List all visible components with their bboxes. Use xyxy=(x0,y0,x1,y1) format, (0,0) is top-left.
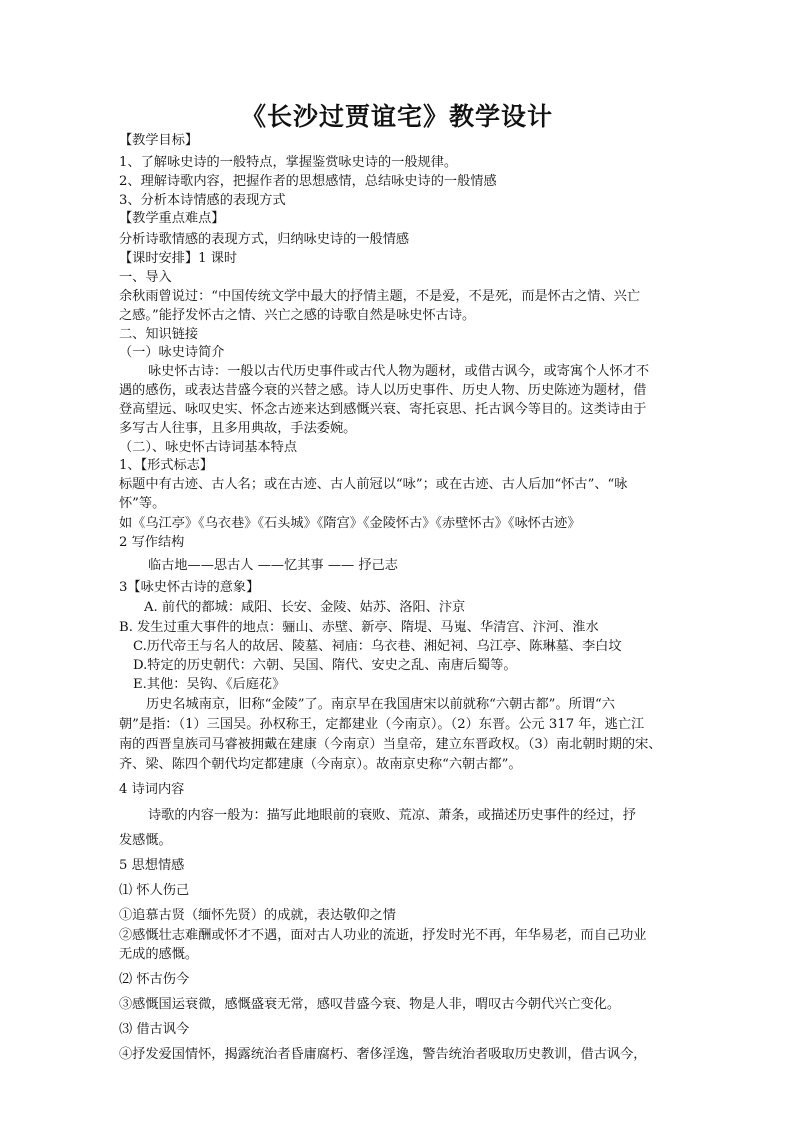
text-line: 3、分析本诗情感的表现方式 xyxy=(119,193,286,208)
text-line: 一、导入 xyxy=(119,270,172,285)
text-line: 无成的感慨。 xyxy=(119,947,199,962)
text-line: 历史名城南京，旧称“金陵”了。南京早在我国唐宋以前就称“六朝古都”。所谓“六 xyxy=(146,697,615,712)
text-line: （二）、咏史怀古诗词基本特点 xyxy=(119,440,298,455)
text-line: 咏史怀古诗：一般以古代历史事件或古代人物为题材，或借古讽今，或寄寓个人怀才不 xyxy=(148,364,650,379)
section-heading: 【教学重点难点】 xyxy=(119,211,225,226)
text-line: 3【咏史怀古诗的意象】 xyxy=(119,580,260,595)
text-line: 怀”等。 xyxy=(119,496,166,511)
text-line: ⑴ 怀人伤己 xyxy=(119,883,190,898)
text-line: 如《乌江亭》《乌衣巷》《石头城》《隋宫》《金陵怀古》《赤壁怀古》《咏怀古迹》 xyxy=(119,516,581,531)
text-line: 登高望远、咏叹史实、怀念古迹来达到感慨兴衰、寄托哀思、托古讽今等目的。这类诗由于 xyxy=(119,402,647,417)
text-line: ①追慕古贤（缅怀先贤）的成就，表达敬仰之情 xyxy=(119,908,396,923)
text-line: E.其他：吴钩、《后庭花》 xyxy=(133,677,286,692)
text-line: ④抒发爱国情怀，揭露统治者昏庸腐朽、奢侈淫逸，警告统治者吸取历史教训，借古讽今， xyxy=(119,1047,647,1062)
text-line: ⑵ 怀古伤今 xyxy=(119,972,190,987)
text-line: 4 诗词内容 xyxy=(119,782,185,797)
text-line: 多写古人往事，且多用典故，手法委婉。 xyxy=(119,421,357,436)
text-line: 1、【形式标志】 xyxy=(119,458,214,473)
text-line: 二、知识链接 xyxy=(119,327,199,342)
text-line: 标题中有古迹、古人名；或在古迹、古人前冠以“咏”；或在古迹、古人后加“怀古”、“咏 xyxy=(119,477,628,492)
text-line: 临古地——思古人 ——忆其事 —— 抒己志 xyxy=(148,558,398,573)
text-line: 南的西晋皇族司马睿被拥戴在建康（今南京）当皇帝，建立东晋政权。（3）南北朝时期的宋、 xyxy=(119,737,662,752)
text-line: 之感。”能抒发怀古之情、兴亡之感的诗歌自然是咏史怀古诗。 xyxy=(119,308,476,323)
text-line: 1、了解咏史诗的一般特点，掌握鉴赏咏史诗的一般规律。 xyxy=(119,155,458,170)
page-title: 《长沙过贾谊宅》教学设计 xyxy=(240,102,553,131)
text-line: B. 发生过重大事件的地点：骊山、赤壁、新亭、隋堤、马嵬、华清宫、汴河、淮水 xyxy=(119,620,599,635)
section-heading: 【教学目标】 xyxy=(119,133,199,148)
text-line: 2、理解诗歌内容，把握作者的思想感情，总结咏史诗的一般情感 xyxy=(119,174,497,189)
text-line: 齐、梁、陈四个朝代均定都建康（今南京）。故南京史称“六朝古都”。 xyxy=(119,757,522,772)
text-line: D.特定的历史朝代：六朝、吴国、隋代、安史之乱、南唐后蜀等。 xyxy=(133,658,517,673)
text-line: 遇的感伤，或表达昔盛今衰的兴替之感。诗人以历史事件、历史人物、历史陈迹为题材，借 xyxy=(119,383,647,398)
text-line: 诗歌的内容一般为：描写此地眼前的衰败、荒凉、萧条，或描述历史事件的经过，抒 xyxy=(148,808,636,823)
text-line: 余秋雨曾说过：“中国传统文学中最大的抒情主题，不是爱，不是死，而是怀古之情、兴亡 xyxy=(119,289,641,304)
text-line: A. 前代的都城：咸阳、长安、金陵、姑苏、洛阳、汴京 xyxy=(144,600,466,615)
text-line: ③感慨国运衰微，感慨盛衰无常，感叹昔盛今衰、物是人非，喟叹古今朝代兴亡变化。 xyxy=(119,997,621,1012)
text-line: 朝”是指：（1）三国吴。孙权称王，定都建业（今南京）。（2）东晋。公元 317 年，逃亡江 xyxy=(119,717,645,732)
section-heading: 【课时安排】1 课时 xyxy=(119,251,238,266)
text-line: （一）咏史诗简介 xyxy=(119,345,225,360)
text-line: C.历代帝王与名人的故居、陵墓、祠庙：乌衣巷、湘妃祠、乌江亭、陈琳墓、李白坟 xyxy=(133,639,622,654)
text-line: ⑶ 借古讽今 xyxy=(119,1022,190,1037)
text-line: 发感慨。 xyxy=(119,833,172,848)
text-line: 2 写作结构 xyxy=(119,535,185,550)
text-line: 5 思想情感 xyxy=(119,858,185,873)
text-line: 分析诗歌情感的表现方式，归纳咏史诗的一般情感 xyxy=(119,232,410,247)
text-line: ②感慨壮志难酬或怀才不遇，面对古人功业的流逝，抒发时光不再，年华易老，而自己功业 xyxy=(119,928,647,943)
